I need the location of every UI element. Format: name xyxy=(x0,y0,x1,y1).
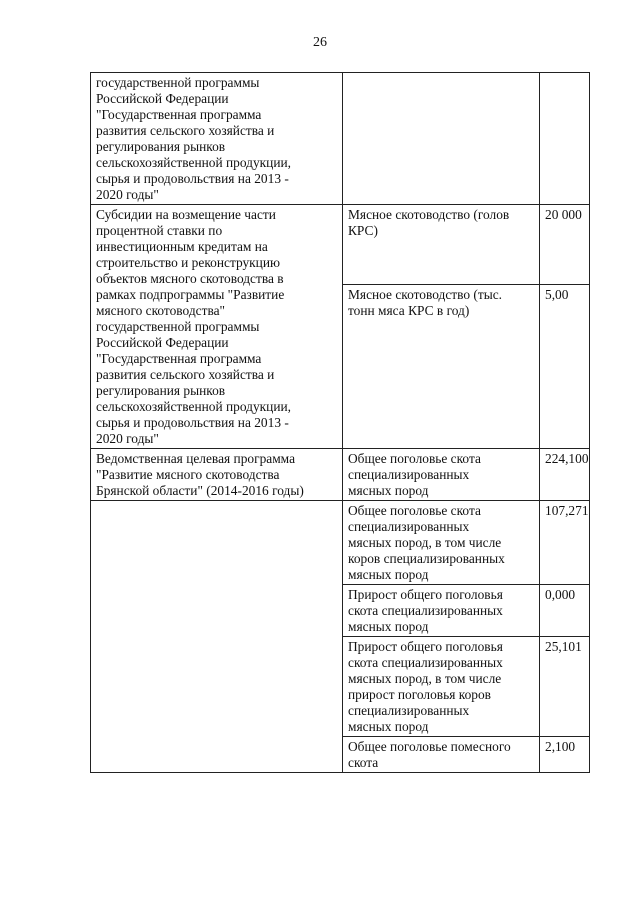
table-row xyxy=(91,73,590,205)
program-indicators-table xyxy=(90,72,590,773)
value-cell: 0,000 xyxy=(540,585,590,637)
value-cell: 20 000 xyxy=(540,205,590,285)
indicator-cell: Мясное скотоводство (голов КРС) xyxy=(343,205,540,285)
value-cell: 224,100 xyxy=(540,449,590,501)
program-cell: Ведомственная целевая программа "Развитие мясного скотоводства Брянской области" (2014-2016 годы) xyxy=(91,449,343,501)
indicator-cell xyxy=(343,73,540,205)
value-cell xyxy=(540,73,590,205)
indicator-cell: Мясное скотоводство (тыс. тонн мяса КРС в год) xyxy=(343,285,540,449)
value-cell: 2,100 xyxy=(540,737,590,773)
table-row xyxy=(91,205,590,285)
indicator-cell: Общее поголовье скота специализированных мясных пород xyxy=(343,449,540,501)
indicator-cell: Общее поголовье скота специализированных мясных пород, в том числе коров специализированных мясных пород xyxy=(343,501,540,585)
indicator-cell: Общее поголовье помесного скота xyxy=(343,737,540,773)
indicator-cell: Прирост общего поголовья скота специализированных мясных пород, в том числе прирост поголовья коров специализированных мясных пород xyxy=(343,637,540,737)
table-row xyxy=(91,501,590,585)
value-cell: 107,271 xyxy=(540,501,590,585)
value-cell: 25,101 xyxy=(540,637,590,737)
value-cell: 5,00 xyxy=(540,285,590,449)
program-cell xyxy=(91,501,343,773)
table-row xyxy=(91,449,590,501)
page-number: 26 xyxy=(313,35,327,50)
indicator-cell: Прирост общего поголовья скота специализированных мясных пород xyxy=(343,585,540,637)
program-cell: государственной программы Российской Федерации "Государственная программа развития сельского хозяйства и регулирования рынков сельскохозяйственной продукции, сырья и продовольствия на 2013 - 2020 годы" xyxy=(91,73,343,205)
program-cell: Субсидии на возмещение части процентной ставки по инвестиционным кредитам на строительство и реконструкцию объектов мясного скотоводства в рамках подпрограммы "Развитие мясного скотоводства" государственной программы Российской Федерации "Государственная программа развития сельского хозяйства и регулирования рынков сельскохозяйственной продукции, сырья и продовольствия на 2013 - 2020 годы" xyxy=(91,205,343,449)
